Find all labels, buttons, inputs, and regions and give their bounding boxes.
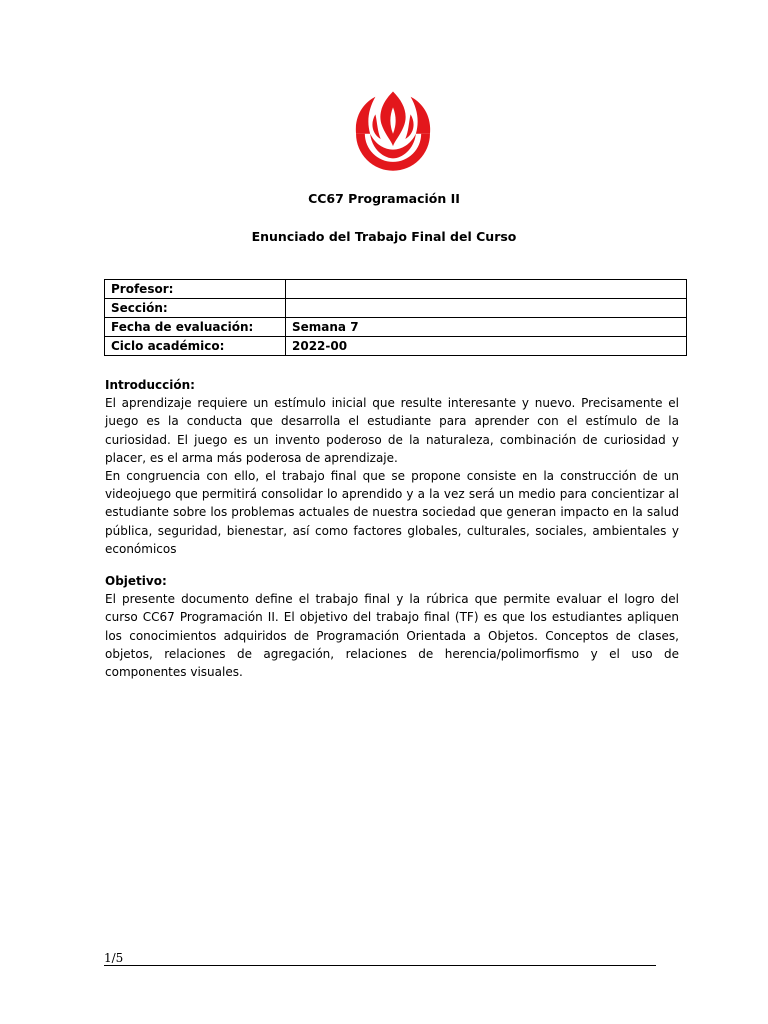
objetivo-section: [105, 572, 679, 681]
upc-flame-logo: [349, 88, 437, 176]
introduccion-heading: Introducción:: [105, 378, 195, 392]
table-row: [105, 280, 687, 299]
document-title: Enunciado del Trabajo Final del Curso: [251, 229, 517, 244]
fecha-label: Fecha de evaluación:: [105, 318, 286, 337]
ciclo-label: Ciclo académico:: [105, 337, 286, 356]
table-row: [105, 299, 687, 318]
objetivo-paragraph: El presente documento define el trabajo final y la rúbrica que permite evaluar el logro del curso CC67 Programación II. El objetivo del trabajo final (TF) es que los estudiantes apliquen los conocimientos adquiridos de Programación Orientada a Objetos. Conceptos de clases, objetos, relaciones de agregación, relaciones de herencia/polimorfismo y el uso de componentes visuales.: [105, 592, 679, 680]
seccion-label: Sección:: [105, 299, 286, 318]
ciclo-value: 2022-00: [286, 337, 687, 356]
fecha-value: Semana 7: [286, 318, 687, 337]
table-row: [105, 337, 687, 356]
introduccion-paragraph: En congruencia con ello, el trabajo final que se propone consiste en la construcción de un videojuego que permitirá consolidar lo aprendido y a la vez será un medio para concientizar al estudiante sobre los problemas actuales de nuestra sociedad que generan impacto en la salud pública, seguridad, bienestar, así como factores globales, culturales, sociales, ambientales y económicos: [105, 469, 679, 556]
table-row: [105, 318, 687, 337]
introduccion-section: [105, 376, 679, 558]
info-table: [104, 279, 687, 356]
profesor-label: Profesor:: [105, 280, 286, 299]
seccion-value: [286, 299, 687, 318]
introduccion-paragraph: El aprendizaje requiere un estímulo inicial que resulte interesante y nuevo. Precisamente el juego es la conducta que desarrolla el estudiante para aprender con el estímulo de la curiosidad. El juego es un invento poderoso de la naturaleza, combinación de curiosidad y placer, es el arma más poderosa de aprendizaje.: [105, 396, 679, 465]
course-title: CC67 Programación II: [308, 191, 460, 206]
page-number: 1/5: [104, 951, 124, 965]
footer-divider: [104, 965, 656, 966]
objetivo-heading: Objetivo:: [105, 574, 167, 588]
profesor-value: [286, 280, 687, 299]
